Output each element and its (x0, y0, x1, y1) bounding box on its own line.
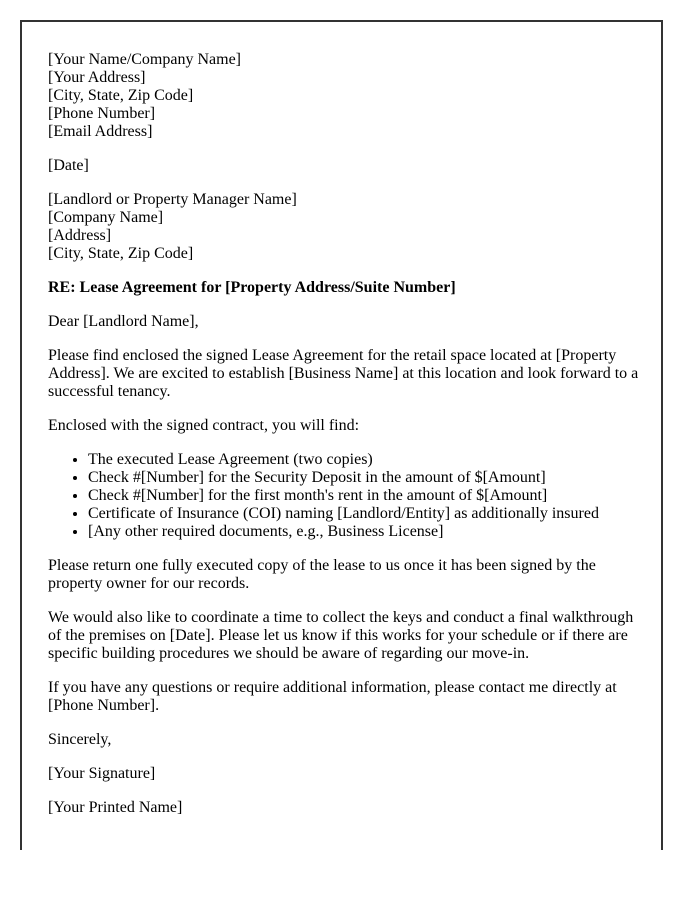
enclosure-item-first-month-rent-check: • Check #[Number] for the first month's rent in the amount of $[Amount] (88, 487, 648, 505)
recipient-city-state-zip-line: [City, State, Zip Code] (48, 245, 194, 262)
sender-address-block (48, 51, 648, 141)
sender-email-line: [Email Address] (48, 123, 153, 140)
sender-phone-line: [Phone Number] (48, 105, 156, 122)
lease-cover-letter-document (20, 20, 663, 850)
recipient-name-line: [Landlord or Property Manager Name] (48, 191, 297, 208)
printed-name-placeholder-line: [Your Printed Name] (48, 799, 183, 816)
contact-paragraph: If you have any questions or require additional information, please contact me directly at [Phone Number]. (48, 679, 617, 714)
enclosure-list (48, 451, 648, 541)
enclosure-item-security-deposit-check: • Check #[Number] for the Security Deposit in the amount of $[Amount] (88, 469, 648, 487)
letter-page-clip (20, 20, 663, 816)
enclosure-item-certificate-of-insurance: • Certificate of Insurance (COI) naming [Landlord/Entity] as additionally insured (88, 505, 648, 523)
sender-address-line: [Your Address] (48, 69, 146, 86)
salutation-line: Dear [Landlord Name], (48, 313, 199, 330)
recipient-company-line: [Company Name] (48, 209, 164, 226)
intro-paragraph: Please find enclosed the signed Lease Agreement for the retail space located at [Property Address]. We are excited to establish [Business Name] at this location and look forward to a successful tenancy. (48, 347, 639, 400)
walkthrough-paragraph: We would also like to coordinate a time to collect the keys and conduct a final walkthrough of the premises on [Date]. Please let us know if this works for your schedule or if there are specific building procedures we should be aware of regarding our move-in. (48, 609, 634, 662)
closing-line: Sincerely, (48, 731, 112, 748)
enclosure-item-other-documents: • [Any other required documents, e.g., Business License] (88, 523, 648, 541)
return-copy-paragraph: Please return one fully executed copy of the lease to us once it has been signed by the property owner for our records. (48, 557, 596, 592)
enclosures-lead-paragraph: Enclosed with the signed contract, you will find: (48, 417, 360, 434)
enclosure-item-lease: • The executed Lease Agreement (two copies) (88, 451, 648, 469)
sender-name-line: [Your Name/Company Name] (48, 51, 242, 68)
sender-city-state-zip-line: [City, State, Zip Code] (48, 87, 194, 104)
recipient-address-line: [Address] (48, 227, 112, 244)
signature-placeholder-line: [Your Signature] (48, 765, 156, 782)
recipient-address-block (48, 191, 648, 263)
date-line: [Date] (48, 157, 89, 174)
subject-line: RE: Lease Agreement for [Property Address/Suite Number] (48, 279, 456, 296)
